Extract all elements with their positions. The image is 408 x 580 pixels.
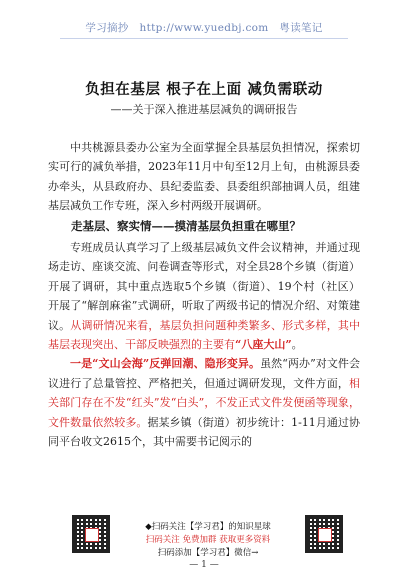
qr-code-icon[interactable] xyxy=(305,515,343,553)
document-subtitle: ——关于深入推进基层减负的调研报告 xyxy=(110,103,298,116)
paragraph-documents-text: 虽然“两办”对文件会议进行了总量管控、严格把关，但通过调研发现，文件方面， xyxy=(48,357,361,390)
highlight-documents: 相关部门存在不发“红头”发“白头”，不发正式文件发便函等现象，文件数量依然较多。 xyxy=(48,376,360,429)
page-number: — 1 — xyxy=(189,560,219,570)
document-title: 负担在基层 根子在上面 减负需联动 xyxy=(85,81,323,98)
highlight-eight-mountains: “八座大山” xyxy=(235,338,292,352)
footer-line-2: 扫码关注 免费加群 获取更多资料 xyxy=(145,535,271,545)
footer-line-3: 扫码添加【学习君】微信→ xyxy=(157,548,259,558)
document-body xyxy=(48,138,360,452)
section-heading-1: 走基层、察实情——摸清基层负担重在哪里？ xyxy=(71,218,301,233)
paragraph-intro: 中共桃源县委办公室为全面掌握全县基层负担情况，探索切实可行的减负举措，2023年11月中旬至12月上旬，由桃源县委办牵头，从县政府办、县纪委监委、县委组织部抽调人员，组建基层减负工作专班，深入乡村两级开展调研。 xyxy=(48,141,360,213)
paragraph-survey-end: 。 xyxy=(291,338,303,352)
paragraph-survey-text: 专班成员认真学习了上级基层减负文件会议精神，并通过现场走访、座谈交流、问卷调查等形式，对全县28个乡镇（街道）开展了调研，其中重点选取5个乡镇（街道）、19个村（社区）开展了“解剖麻雀”式调研，听取了两级书记的情况介绍、对策建议。 xyxy=(48,241,360,332)
section-heading-2: 一是“文山会海”反弹回潮、隐形变异。 xyxy=(70,357,261,371)
qr-code-icon[interactable] xyxy=(72,515,110,553)
site-banner[interactable]: 学习摘抄 http://www.yuedbj.com 粤读笔记 xyxy=(85,22,323,34)
paragraph-documents-end: 据某乡镇（街道）初步统计：1-11月通过协同平台收文2615个，其中需要书记阅示的 xyxy=(48,415,361,449)
paragraph-survey xyxy=(48,238,360,354)
footer-line-1: ◆扫码关注【学习君】的知识星球 xyxy=(145,522,271,532)
highlight-findings: 从调研情况来看，基层负担问题种类繁多、形式多样，其中基层表现突出、干部反映强烈的主要有 xyxy=(48,318,360,352)
paragraph-documents xyxy=(48,354,360,451)
banner-divider xyxy=(60,38,348,39)
